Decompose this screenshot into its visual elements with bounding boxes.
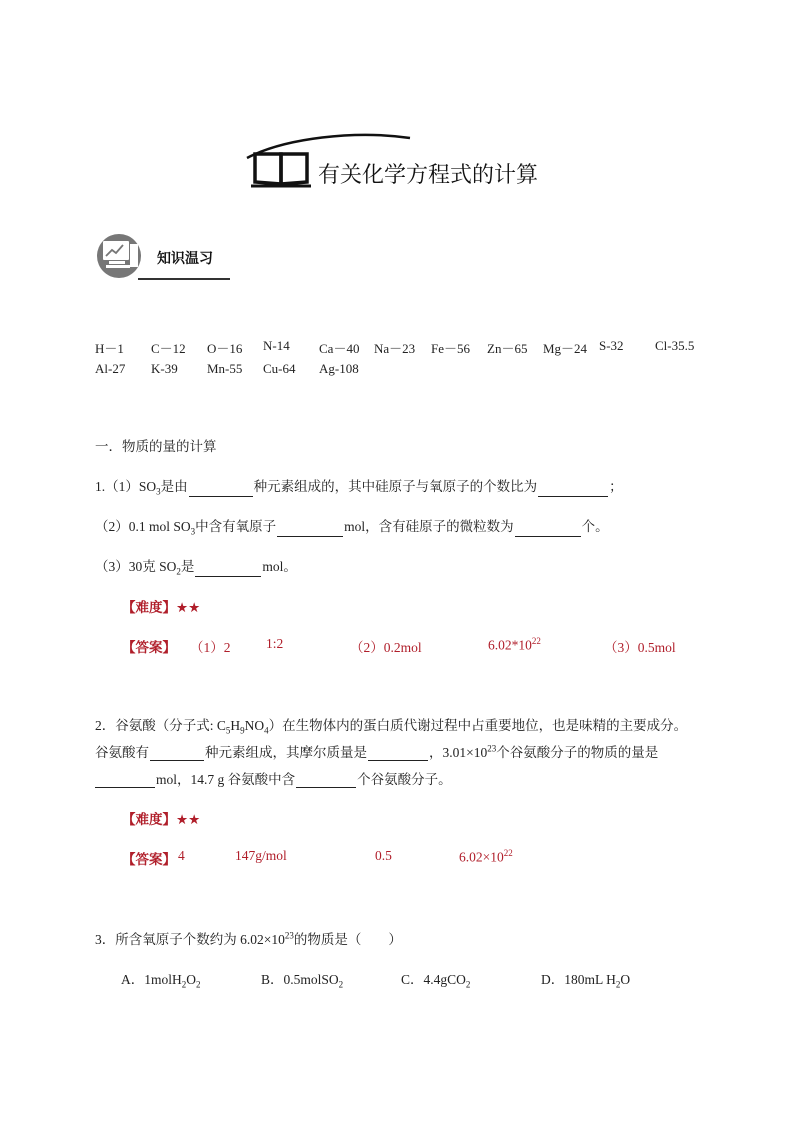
answer-blank[interactable] [538, 482, 608, 497]
answer-blank[interactable] [195, 562, 261, 577]
answer-blank[interactable] [95, 773, 155, 788]
mass-item: Al-27 [95, 361, 126, 376]
mass-item: O－16 [207, 341, 243, 356]
mass-item: Ag-108 [319, 361, 359, 376]
answer-blank[interactable] [296, 773, 356, 788]
part-heading: 一．物质的量的计算 [95, 439, 217, 454]
mass-item: Mn-55 [207, 361, 243, 376]
mass-item: S-32 [599, 338, 624, 353]
q2-line-3: mol，14.7 g 谷氨酸中含 个谷氨酸分子。 [95, 768, 452, 788]
mass-item: Fe－56 [431, 341, 471, 356]
option-b[interactable]: B．0.5molSO$_2$ [261, 972, 344, 990]
page-title: 有关化学方程式的计算 [318, 163, 539, 188]
option-a[interactable]: A．$1molH_2O_2$ [121, 972, 201, 990]
q2-difficulty: 【难度】★★ [122, 812, 201, 827]
mass-item: Cl-35.5 [655, 338, 695, 353]
mass-item: C－12 [151, 341, 186, 356]
answer-blank[interactable] [277, 522, 343, 537]
star-rating: ★★ [176, 812, 201, 827]
q1-number: 1. [95, 479, 106, 494]
star-rating: ★★ [176, 600, 201, 615]
q1-difficulty: 【难度】★★ [122, 600, 201, 615]
q3-stem: 3．所含氧原子个数约为 $6.02\times 10^{23}$的物质是（ ） [95, 930, 402, 947]
mass-item: N-14 [263, 338, 290, 353]
option-d[interactable]: D．180mL $H_2O$ [541, 972, 631, 990]
q1-line-2: （2）0.1 mol $SO_3$中含有氧原子 mol，含有硅原子的微粒数为 个。 [95, 519, 609, 537]
mass-item: Ca－40 [319, 341, 360, 356]
mass-item: H－1 [95, 341, 124, 356]
mass-item: K-39 [151, 361, 178, 376]
answer-blank[interactable] [368, 746, 428, 761]
q1-line-3: （3）30克 $SO_2$是 mol。 [95, 559, 297, 577]
section-label: 知识温习 [157, 251, 213, 267]
q1-line-1: $1.(1)SO_3$是由 种元素组成的，其中硅原子与氧原子的个数比为 ； [95, 479, 623, 497]
answer-blank[interactable] [189, 482, 253, 497]
answer-blank[interactable] [150, 746, 204, 761]
mass-item: Zn－65 [487, 341, 528, 356]
answer-blank[interactable] [515, 522, 581, 537]
q2-line-1: 2．谷氨酸（分子式: $C_5H_9NO_4$）在生物体内的蛋白质代谢过程中占重要地位，也是味精的主要成分。 [95, 718, 688, 736]
option-c[interactable]: C．4.4gCO$_2$ [401, 972, 471, 990]
mass-item: Cu-64 [263, 361, 296, 376]
mass-item: Mg－24 [543, 341, 588, 356]
section-underline [138, 278, 230, 280]
mass-item: Na－23 [374, 341, 416, 356]
q2-line-2: 谷氨酸有 种元素组成，其摩尔质量是 ，$3.01\times 10^{23}$个谷氨酸分子的物质的量是 [95, 743, 659, 760]
